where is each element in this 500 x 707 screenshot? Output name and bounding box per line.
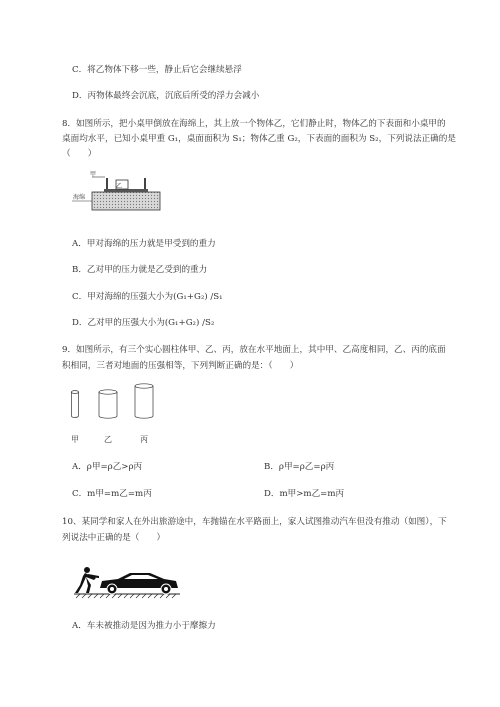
q9-label-yi: 乙 [104,435,112,444]
prev-option-c: C．将乙物体下移一些，静止后它会继续悬浮 [72,65,242,75]
q8-option-c: C．甲对海绵的压强大小为(G₁+G₂) /S₁ [72,292,223,302]
table-top-shape [104,189,148,192]
q9-label-bing: 丙 [140,435,148,444]
person-pushing [75,567,99,593]
q8-sponge-table-figure [72,176,162,212]
q9-label-jia: 甲 [71,435,79,444]
cylinder-jia [72,391,79,418]
q9-option-b: B．ρ甲=ρ乙=ρ丙 [264,462,335,472]
q8-option-a: A．甲对海绵的压力就是甲受到的重力 [72,239,216,249]
q8-option-b: B．乙对甲的压力就是乙受到的重力 [72,265,208,275]
q9-option-c: C．m甲=m乙=m丙 [72,489,152,499]
prev-option-d: D．丙物体最终会沉底，沉底后所受的浮力会减小 [72,91,260,101]
q8-option-d: D．乙对甲的压强大小为(G₁+G₂) /S₂ [72,318,215,328]
q9-option-a: A．ρ甲=ρ乙>ρ丙 [72,462,143,472]
q8-stem-line3: （ ） [62,149,97,159]
q8-fig-label-jia: 甲 [90,171,97,178]
q9-stem-line1: 9．如图所示，有三个实心圆柱体甲、乙、丙，放在水平地面上，其中甲、乙高度相同，乙、丙的底面 [62,345,446,355]
q8-fig-label-yi: 乙 [116,183,123,190]
q10-option-a: A．车未被推动是因为推力小于摩擦力 [72,621,216,631]
q8-fig-label-sponge: 海绵 [73,194,86,201]
cylinder-bing [135,384,153,418]
cylinder-yi [99,390,117,418]
q8-stem-line2: 桌面均水平，已知小桌甲重 G₁，桌面面积为 S₁；物体乙重 G₂，下表面的面积为 S₂，下列说法正确的是 [62,134,456,144]
q9-option-d: D．m甲>m乙=m丙 [264,489,345,499]
q9-stem-line2: 积相同，三者对地面的压强相等，下列判断正确的是：（ ） [62,361,299,371]
q10-stem-line1: 10、某同学和家人在外出旅游途中，车抛锚在水平路面上，家人试图推动汽车但没有推动（如图），下 [62,517,447,527]
sponge-shape [92,192,160,210]
q8-stem-line1: 8．如图所示，把小桌甲倒放在海绵上，其上放一个物体乙，它们静止时，物体乙的下表面和小桌甲的 [62,119,446,129]
car-shape [100,573,178,594]
q10-push-car-figure [72,562,182,602]
q9-cylinders-figure [66,382,166,434]
q10-stem-line2: 列说法中正确的是（ ） [62,533,166,543]
